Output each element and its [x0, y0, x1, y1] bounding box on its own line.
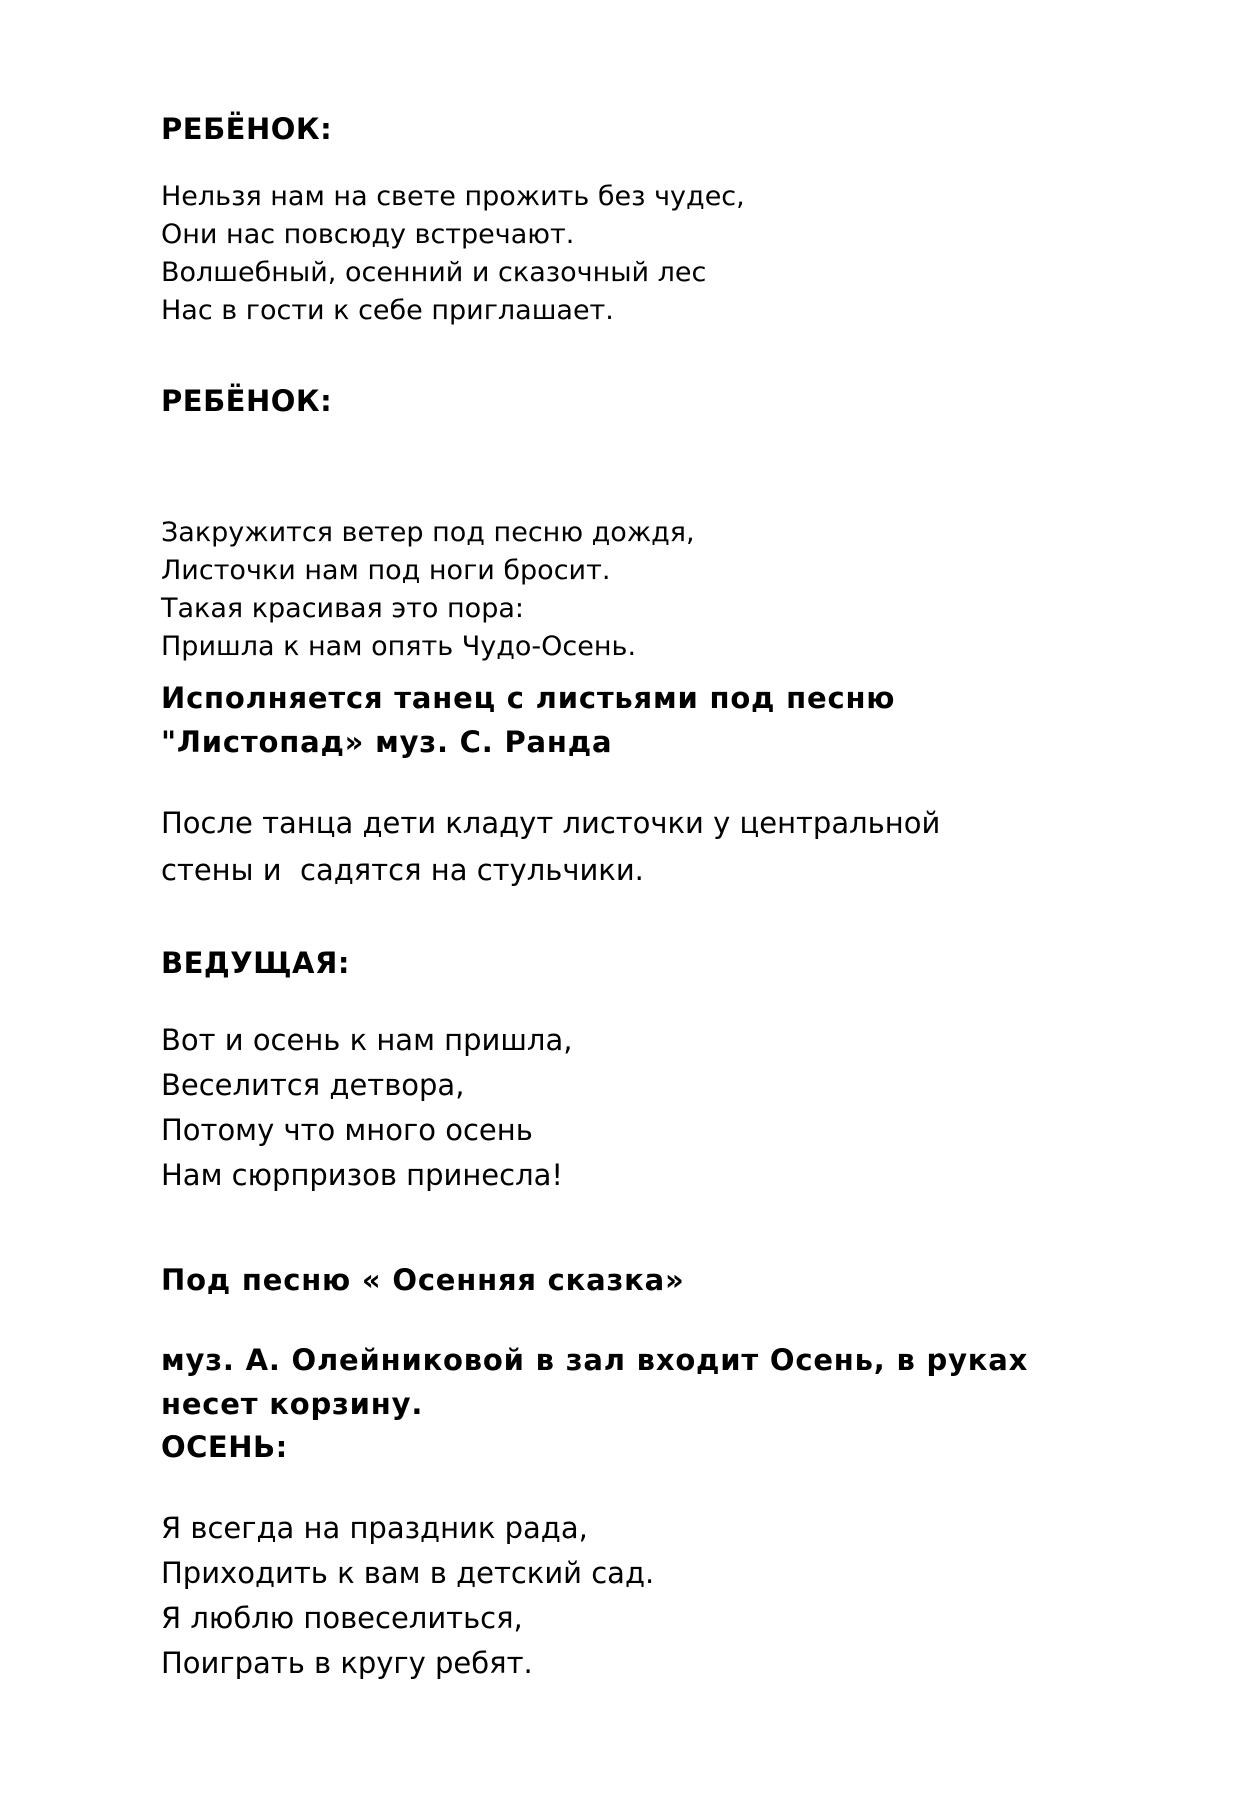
verse-line: Они нас повсюду встречают. [161, 219, 575, 250]
stanza-2 [161, 514, 1040, 666]
speaker-heading-child-2: РЕБЁНОК: [161, 384, 333, 418]
stanza-1 [161, 178, 1040, 330]
verse-line: Я люблю повеселиться, [161, 1601, 523, 1635]
speaker-heading-autumn: ОСЕНЬ: [161, 1430, 288, 1464]
verse-line: Такая красивая это пора: [161, 593, 524, 624]
verse-line: Вот и осень к нам пришла, [161, 1023, 573, 1057]
verse-line: Я всегда на праздник рада, [161, 1511, 588, 1545]
speaker-heading-host: ВЕДУЩАЯ: [161, 946, 350, 980]
stanza-4 [161, 1506, 1040, 1686]
verse-line: Приходить к вам в детский сад. [161, 1556, 655, 1590]
speaker-heading-child-1: РЕБЁНОК: [161, 112, 333, 146]
verse-line: Волшебный, осенний и сказочный лес [161, 257, 707, 288]
stage-direction-song: Под песню « Осенняя сказка» [161, 1263, 685, 1297]
verse-line: Пришла к нам опять Чудо-Осень. [161, 631, 637, 662]
verse-line: Нам сюрпризов принесла! [161, 1158, 564, 1192]
verse-line: Листочки нам под ноги бросит. [161, 555, 611, 586]
verse-line: Потому что много осень [161, 1113, 533, 1147]
stage-note: После танца дети кладут листочки у центральной стены и садятся на стульчики. [161, 806, 950, 887]
verse-line: Поиграть в кругу ребят. [161, 1646, 533, 1680]
verse-line: Нас в гости к себе приглашает. [161, 295, 614, 326]
verse-line: Закружится ветер под песню дождя, [161, 517, 695, 548]
stanza-3 [161, 1018, 1040, 1198]
verse-line: Веселится детвора, [161, 1068, 465, 1102]
verse-line: Нельзя нам на свете прожить без чудес, [161, 181, 745, 212]
stage-direction-autumn-enter: муз. А. Олейниковой в зал входит Осень, в руках несет корзину. [161, 1343, 1029, 1421]
stage-direction-dance: Исполняется танец с листьями под песню "Листопад» муз. С. Ранда [161, 681, 896, 759]
